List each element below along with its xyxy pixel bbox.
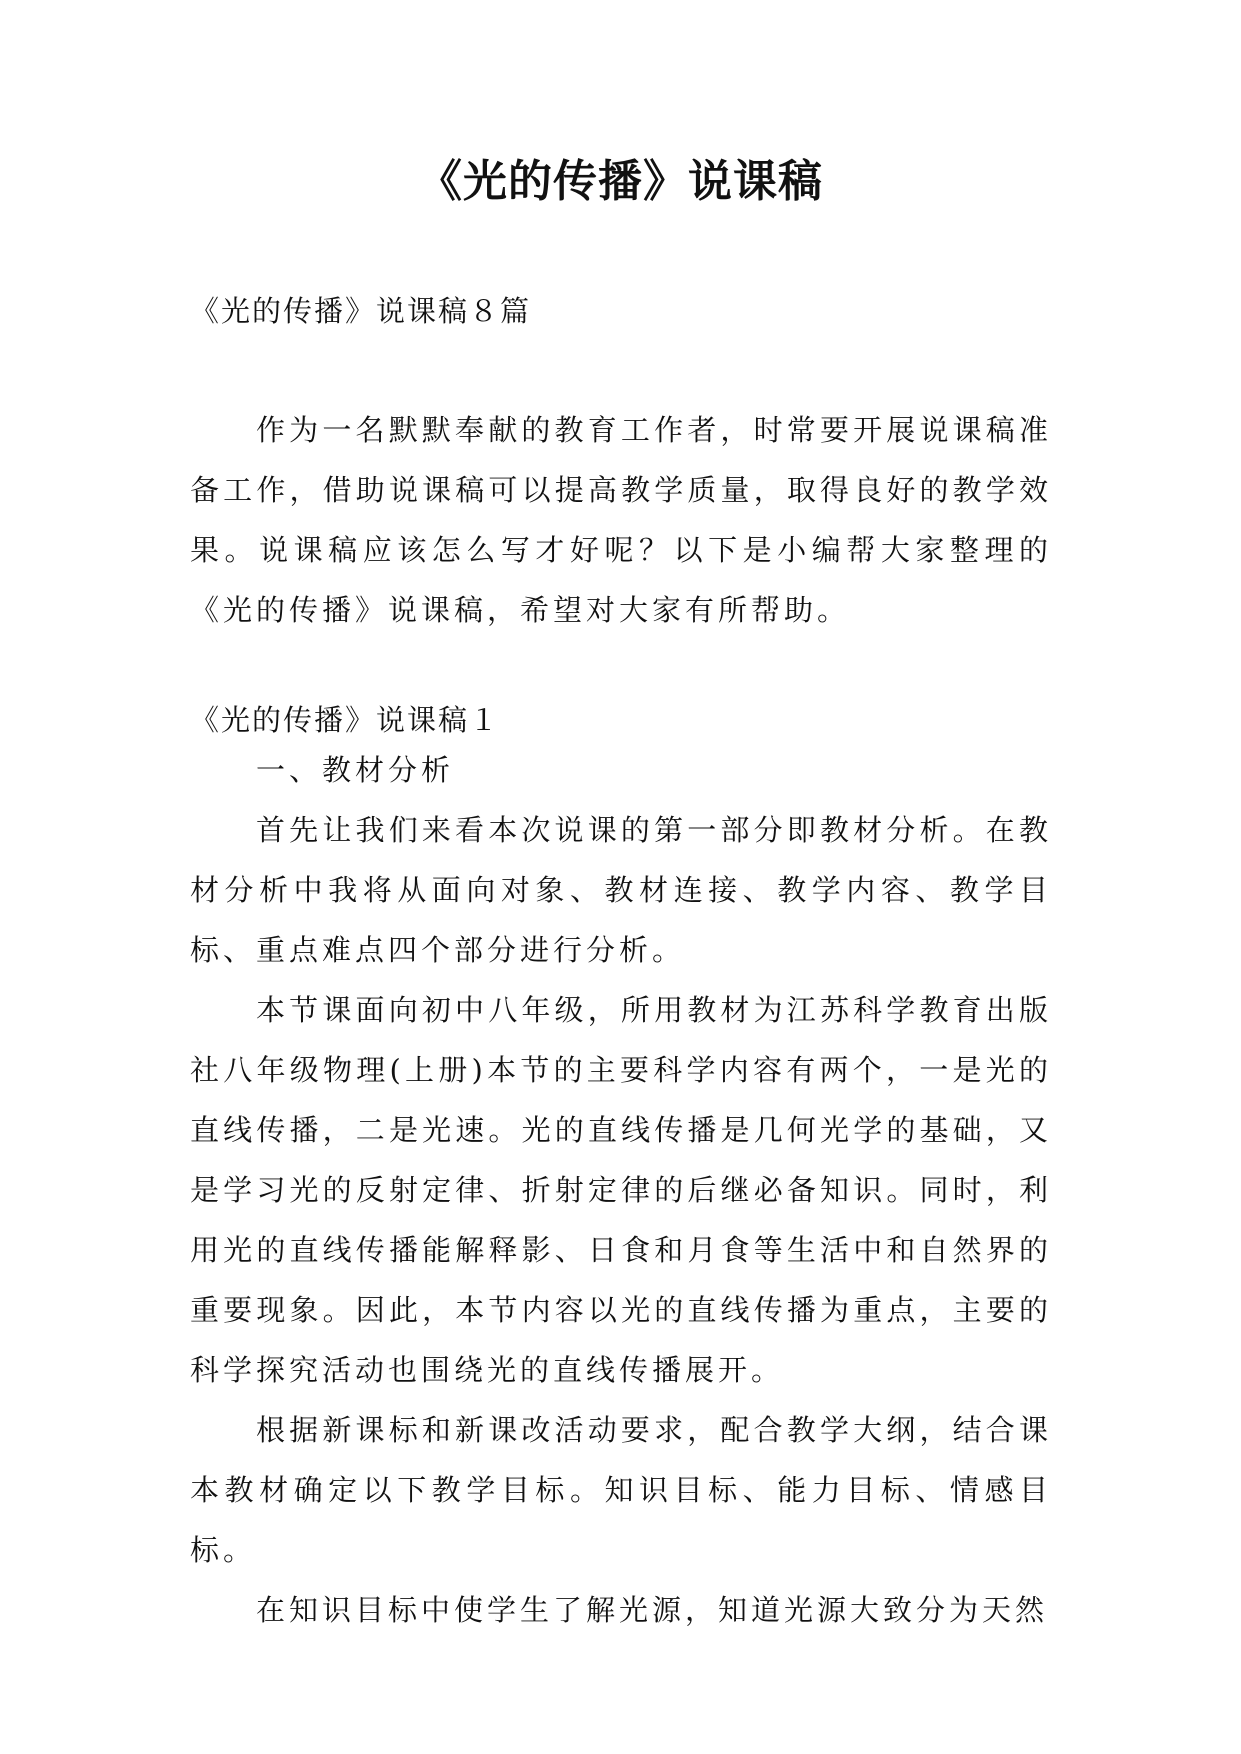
body-paragraph: 本节课面向初中八年级，所用教材为江苏科学教育出版社八年级物理(上册)本节的主要科学内容有两个，一是光的直线传播，二是光速。光的直线传播是几何光学的基础，又是学习光的反射定律、折射定律的后继必备知识。同时，利用光的直线传播能解释影、日食和月食等生活中和自然界的重要现象。因此，本节内容以光的直线传播为重点，主要的科学探究活动也围绕光的直线传播展开。: [190, 993, 1052, 1387]
document-title: 《光的传播》说课稿: [418, 156, 823, 207]
document-subtitle: 《光的传播》说课稿８篇: [190, 294, 532, 328]
section-body: [190, 740, 1052, 1640]
intro-paragraph: 作为一名默默奉献的教育工作者，时常要开展说课稿准备工作，借助说课稿可以提高教学质量，取得良好的教学效果。说课稿应该怎么写才好呢？以下是小编帮大家整理的《光的传播》说课稿，希望对大家有所帮助。: [190, 413, 1052, 627]
section-subheading: 一、教材分析: [256, 753, 455, 787]
section-heading: 《光的传播》说课稿１: [190, 703, 501, 737]
body-paragraph: 首先让我们来看本次说课的第一部分即教材分析。在教材分析中我将从面向对象、教材连接、教学内容、教学目标、重点难点四个部分进行分析。: [190, 813, 1052, 967]
body-paragraph: 根据新课标和新课改活动要求，配合教学大纲，结合课本教材确定以下教学目标。知识目标、能力目标、情感目标。: [190, 1413, 1052, 1567]
intro-section: [190, 400, 1052, 640]
body-paragraph: 在知识目标中使学生了解光源，知道光源大致分为天然: [256, 1593, 1049, 1627]
